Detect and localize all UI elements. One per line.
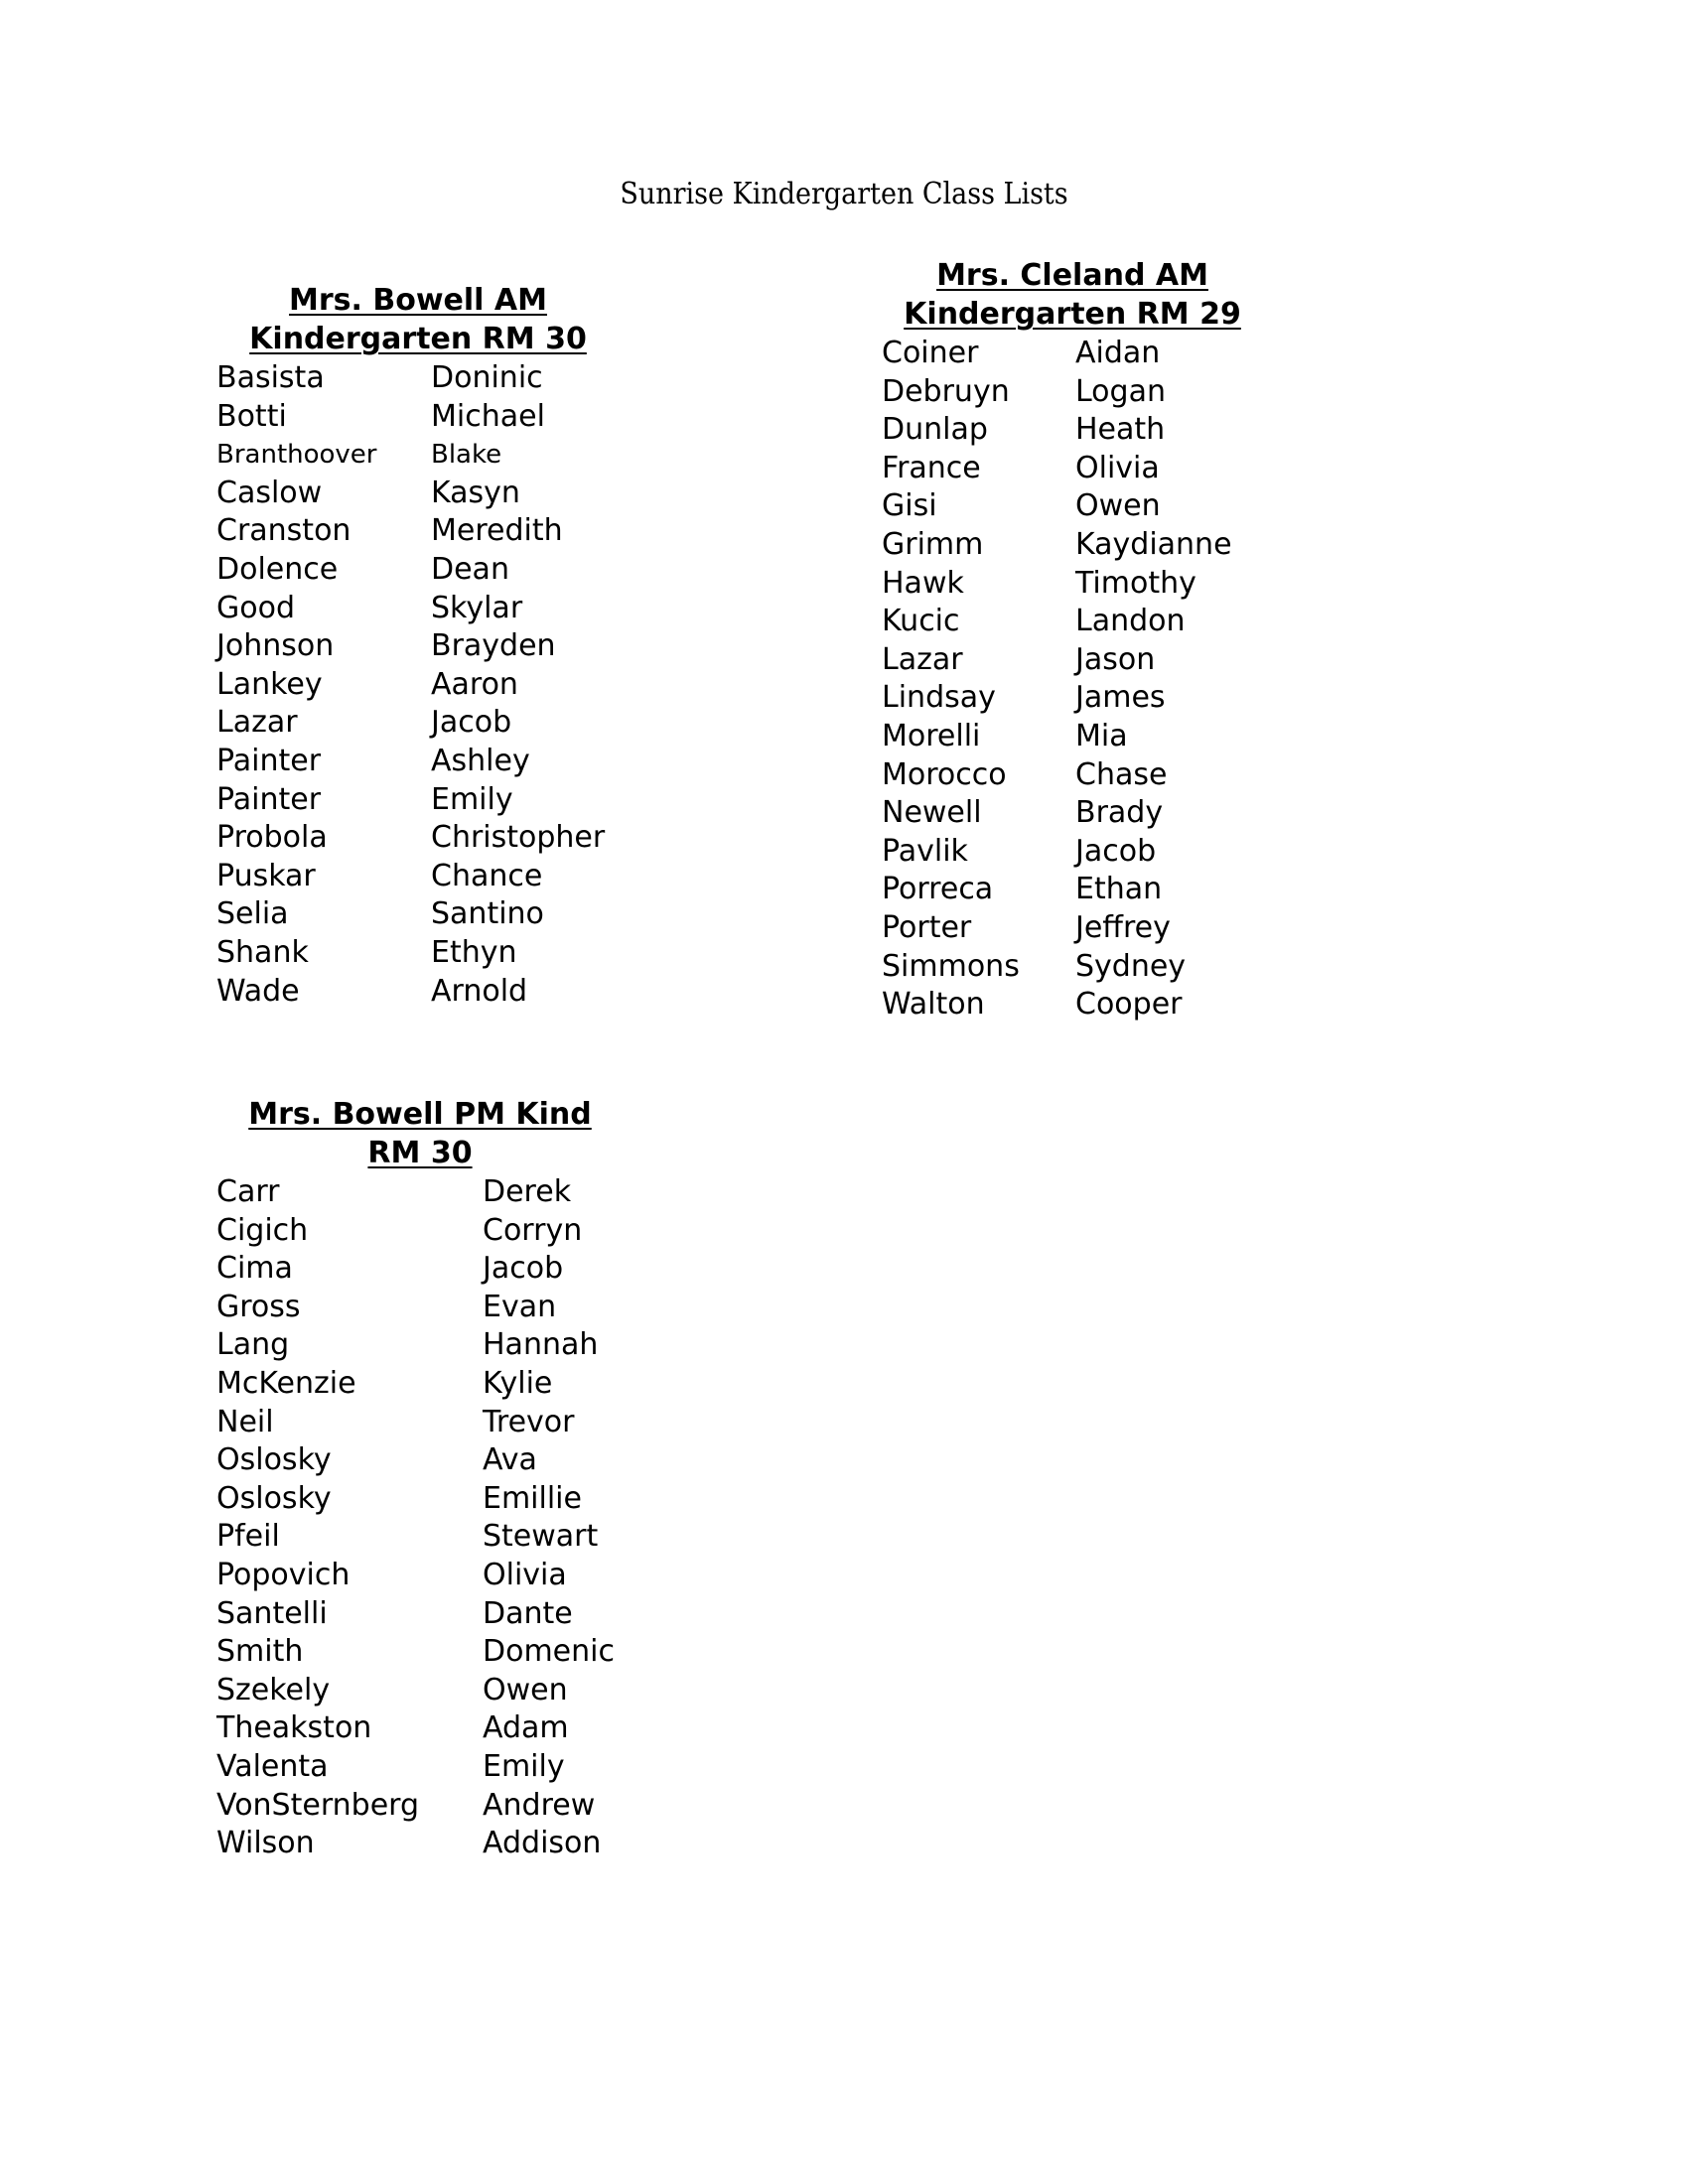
student-first-name: Emily [483,1748,565,1784]
student-first-name: Adam [483,1710,569,1746]
student-first-name: Jason [1075,641,1156,677]
student-last-name: Valenta [216,1748,329,1784]
class-heading-line1: Mrs. Bowell PM Kind [248,1097,592,1132]
student-first-name: Timothy [1075,565,1196,601]
student-first-name: Mia [1075,718,1128,753]
student-first-name: Aidan [1075,336,1161,370]
class-heading-line2: RM 30 [367,1136,473,1170]
student-last-name: Pavlik [882,833,968,869]
student-row [216,1595,624,1634]
class-heading [882,257,1263,333]
class-heading-line2: Kindergarten RM 29 [904,297,1241,332]
student-last-name: Debruyn [882,373,1010,409]
student-first-name: Jeffrey [1075,909,1171,945]
page-title: Sunrise Kindergarten Class Lists [620,177,1068,211]
student-last-name: VonSternberg [216,1787,419,1823]
student-row [216,895,620,934]
student-roster [216,359,620,1011]
student-first-name: Logan [1075,373,1166,409]
student-last-name: Simmons [882,948,1020,984]
student-row [216,1787,624,1826]
student-row [216,1748,624,1787]
student-row [216,1173,624,1212]
student-last-name: Lazar [216,705,298,741]
student-row [216,666,620,705]
student-last-name: Coiner [882,336,979,370]
student-last-name: Johnson [216,628,335,664]
student-first-name: Ethyn [431,934,517,970]
student-row [216,743,620,781]
student-last-name: Puskar [216,858,316,893]
student-row [216,551,620,590]
student-roster [216,1173,624,1863]
student-last-name: Smith [216,1634,304,1670]
student-row [882,756,1263,795]
student-last-name: Gisi [882,488,937,524]
student-row [882,718,1263,756]
student-row [216,1557,624,1595]
student-last-name: Branthoover [216,440,377,471]
student-last-name: Lang [216,1327,290,1363]
student-first-name: Andrew [483,1787,596,1823]
student-last-name: Pfeil [216,1519,280,1555]
student-last-name: Basista [216,360,325,395]
student-last-name: Oslosky [216,1480,332,1516]
student-row [216,1289,624,1327]
class-heading [216,282,620,357]
student-row [216,475,620,513]
student-row [882,679,1263,718]
student-row [216,781,620,820]
student-row [882,526,1263,565]
student-last-name: Lindsay [882,680,996,716]
class-heading-line2: Kindergarten RM 30 [249,322,587,356]
student-row [882,948,1263,987]
student-first-name: Christopher [431,820,606,856]
student-last-name: Botti [216,398,287,434]
student-first-name: Brayden [431,628,556,664]
student-first-name: Olivia [1075,450,1160,485]
student-first-name: Dean [431,551,509,587]
student-last-name: Theakston [216,1710,372,1746]
student-row [216,1480,624,1519]
student-first-name: Chase [1075,756,1168,792]
student-last-name: Oslosky [216,1442,332,1478]
student-first-name: Domenic [483,1634,615,1670]
student-first-name: Owen [483,1672,568,1707]
student-last-name: Dolence [216,551,339,587]
student-last-name: Wilson [216,1826,315,1861]
student-first-name: Trevor [483,1404,575,1439]
student-first-name: Olivia [483,1557,567,1592]
student-first-name: Blake [431,440,502,471]
student-row [882,565,1263,604]
student-first-name: Michael [431,398,545,434]
student-row [882,603,1263,641]
class-heading-line1: Mrs. Bowell AM [289,283,547,318]
class-list-bowell-am [216,282,620,1011]
student-last-name: Lazar [882,641,963,677]
student-last-name: Cranston [216,513,352,549]
student-first-name: Addison [483,1826,602,1861]
student-row [216,1709,624,1748]
student-first-name: Emily [431,781,513,817]
student-row [882,794,1263,833]
student-last-name: Neil [216,1404,274,1439]
student-last-name: Good [216,590,295,625]
student-row [882,335,1263,373]
student-row [882,871,1263,909]
student-first-name: Evan [483,1289,557,1324]
student-row [216,819,620,858]
student-first-name: Skylar [431,590,523,625]
student-last-name: Caslow [216,475,323,510]
student-first-name: Corryn [483,1212,583,1248]
student-last-name: Shank [216,934,309,970]
student-first-name: Doninic [431,360,543,395]
student-first-name: Heath [1075,412,1166,448]
student-last-name: Grimm [882,526,984,562]
student-last-name: Walton [882,987,985,1023]
student-last-name: Wade [216,973,300,1009]
student-first-name: Ava [483,1442,537,1478]
student-row [216,627,620,666]
student-first-name: Jacob [431,705,512,741]
student-last-name: Santelli [216,1595,328,1631]
student-last-name: Cima [216,1251,293,1287]
student-row [216,1365,624,1404]
student-row [882,909,1263,948]
student-last-name: Porter [882,909,972,945]
student-last-name: Probola [216,820,328,856]
student-last-name: Hawk [882,565,964,601]
student-first-name: Meredith [431,513,563,549]
student-last-name: McKenzie [216,1365,356,1401]
student-row [216,1250,624,1289]
student-row [216,934,620,973]
student-first-name: Stewart [483,1519,599,1555]
class-heading [216,1096,624,1171]
student-row [216,1518,624,1557]
student-row [216,590,620,628]
student-row [216,398,620,437]
student-row [216,704,620,743]
student-row [882,373,1263,412]
student-row [216,359,620,398]
student-row [216,973,620,1012]
student-last-name: Carr [216,1174,280,1209]
student-first-name: Aaron [431,666,518,702]
student-last-name: Painter [216,781,322,817]
student-first-name: Hannah [483,1327,599,1363]
student-row [216,1326,624,1365]
student-first-name: Santino [431,896,544,932]
student-row [882,641,1263,680]
student-first-name: Dante [483,1595,573,1631]
student-first-name: Kaydianne [1075,526,1232,562]
student-first-name: Owen [1075,488,1161,524]
student-row [216,1672,624,1710]
student-first-name: Arnold [431,973,528,1009]
student-row [216,858,620,896]
student-last-name: Selia [216,896,289,932]
student-row [882,450,1263,488]
student-first-name: Derek [483,1174,572,1209]
student-last-name: Cigich [216,1212,309,1248]
student-last-name: Morelli [882,718,981,753]
student-first-name: Kylie [483,1365,553,1401]
student-first-name: Ethan [1075,872,1163,907]
student-last-name: Dunlap [882,412,988,448]
student-first-name: Cooper [1075,987,1183,1023]
student-last-name: Porreca [882,872,994,907]
student-last-name: Szekely [216,1672,331,1707]
student-first-name: Chance [431,858,543,893]
student-row [882,986,1263,1024]
student-row [216,436,620,475]
student-last-name: Gross [216,1289,301,1324]
student-first-name: Jacob [1075,833,1157,869]
student-last-name: Popovich [216,1557,351,1592]
student-last-name: France [882,450,981,485]
student-first-name: James [1075,680,1166,716]
student-first-name: Sydney [1075,948,1187,984]
student-first-name: Brady [1075,795,1164,831]
student-first-name: Kasyn [431,475,520,510]
student-last-name: Kucic [882,604,960,639]
student-last-name: Newell [882,795,982,831]
student-row [216,1633,624,1672]
student-row [882,411,1263,450]
class-list-cleland-am [882,257,1263,1024]
student-first-name: Ashley [431,743,530,778]
student-row [216,1404,624,1442]
student-first-name: Jacob [483,1251,564,1287]
student-last-name: Lankey [216,666,323,702]
class-heading-line1: Mrs. Cleland AM [936,258,1208,293]
student-row [216,512,620,551]
student-roster [882,335,1263,1024]
student-first-name: Emillie [483,1480,582,1516]
student-last-name: Painter [216,743,322,778]
student-row [216,1441,624,1480]
class-list-bowell-pm [216,1096,624,1863]
student-last-name: Morocco [882,756,1007,792]
student-row [216,1212,624,1251]
student-first-name: Landon [1075,604,1186,639]
student-row [216,1825,624,1863]
student-row [882,833,1263,872]
student-row [882,487,1263,526]
